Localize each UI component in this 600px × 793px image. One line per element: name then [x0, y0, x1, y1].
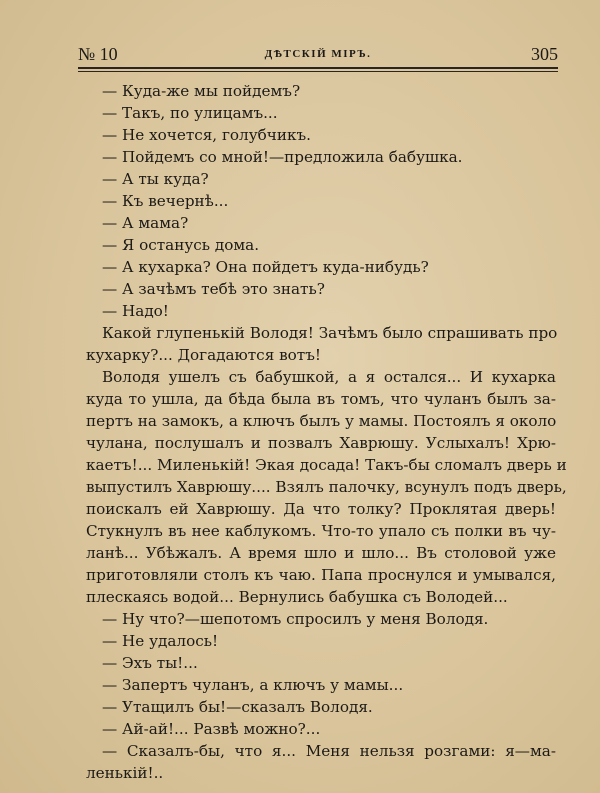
- text-line: — Ай-ай!... Развѣ можно?...: [102, 720, 321, 738]
- text-line: пертъ на замокъ, а ключъ былъ у мамы. Постоялъ я около: [86, 412, 557, 430]
- journal-title: ДѢТСКІЙ МІРЪ.: [264, 48, 372, 60]
- text-line: — Сказалъ-бы, что я... Меня нельзя розгами: я—ма-: [102, 742, 556, 760]
- text-line: — Не удалось!: [102, 632, 219, 650]
- page-number: 305: [531, 44, 558, 64]
- text-line: — Куда-же мы пойдемъ?: [102, 82, 301, 100]
- header-rule-thin: [78, 71, 558, 72]
- text-line: выпустилъ Хаврюшу.... Взялъ палочку, всунулъ подъ дверь,: [86, 478, 567, 496]
- text-line: каетъ!... Миленькій! Экая досада! Такъ-бы сломалъ дверь и: [86, 456, 567, 474]
- text-line: приготовляли столъ къ чаю. Папа проснулся и умывался,: [86, 566, 556, 584]
- text-line: — А кухарка? Она пойдетъ куда-нибудь?: [102, 258, 429, 276]
- text-line: плескаясь водой... Вернулись бабушка съ Володей...: [86, 588, 508, 606]
- text-line: — Къ вечернѣ...: [102, 192, 229, 210]
- text-line: — Надо!: [102, 302, 169, 320]
- header-rule-thick: [78, 67, 558, 69]
- text-line: — Ну что?—шепотомъ спросилъ у меня Володя.: [102, 610, 489, 628]
- text-line: ланѣ... Убѣжалъ. А время шло и шло... Въ столовой уже: [86, 544, 556, 562]
- text-line: Какой глупенькій Володя! Зачѣмъ было спрашивать про: [102, 324, 558, 342]
- text-line: — А зачѣмъ тебѣ это знать?: [102, 280, 325, 298]
- text-line: — Запертъ чуланъ, а ключъ у мамы...: [102, 676, 404, 694]
- text-line: — Такъ, по улицамъ...: [102, 104, 278, 122]
- text-line: — Эхъ ты!...: [102, 654, 198, 672]
- text-line: — Не хочется, голубчикъ.: [102, 126, 311, 144]
- text-line: — Утащилъ бы!—сказалъ Володя.: [102, 698, 373, 716]
- text-line: ленькій!..: [86, 764, 164, 782]
- issue-number: № 10: [78, 44, 118, 64]
- text-line: — А ты куда?: [102, 170, 209, 188]
- running-header: [78, 44, 558, 66]
- text-line: Стукнулъ въ нее каблукомъ. Что-то упало съ полки въ чу-: [86, 522, 556, 540]
- text-line: — Я останусь дома.: [102, 236, 260, 254]
- page-body-text: [86, 80, 567, 784]
- text-line: чулана, послушалъ и позвалъ Хаврюшу. Услыхалъ! Хрю-: [86, 434, 556, 452]
- text-line: куда то ушла, да бѣда была въ томъ, что чуланъ былъ за-: [86, 390, 556, 408]
- text-line: — А мама?: [102, 214, 189, 232]
- text-line: — Пойдемъ со мной!—предложила бабушка.: [102, 148, 463, 166]
- text-line: поискалъ ей Хаврюшу. Да что толку? Проклятая дверь!: [86, 500, 556, 518]
- text-line: Володя ушелъ съ бабушкой, а я остался... И кухарка: [102, 368, 556, 386]
- text-line: кухарку?... Догадаются вотъ!: [86, 346, 321, 364]
